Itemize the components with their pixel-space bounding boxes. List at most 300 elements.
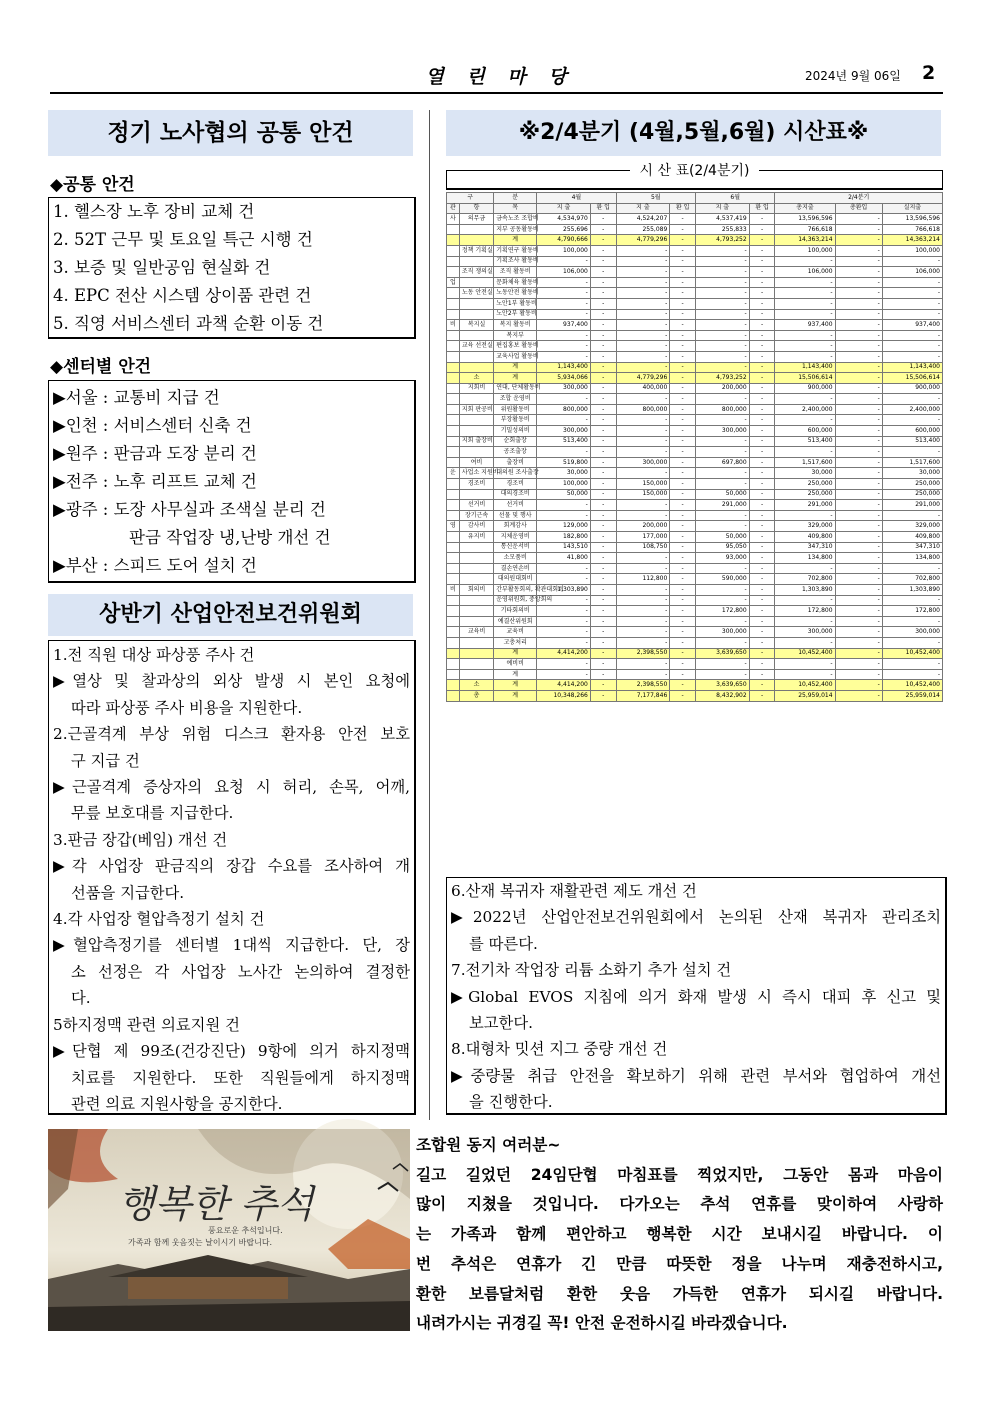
table-cell <box>459 447 493 458</box>
safety-line: 따라 파상풍 주사 비용을 지원한다. <box>71 698 303 717</box>
table-cell: - <box>775 669 835 680</box>
table-cell <box>447 267 460 278</box>
greeting-line: 조합원 동지 여러분~ <box>416 1136 561 1154</box>
table-cell: - <box>749 320 775 331</box>
table-cell: - <box>590 394 616 405</box>
table-cell: - <box>670 584 696 595</box>
table-cell: 대의원 조사출장 <box>494 468 537 479</box>
table-cell: - <box>882 256 942 267</box>
table-cell: - <box>670 447 696 458</box>
table-cell: - <box>670 680 696 691</box>
table-cell: - <box>590 457 616 468</box>
table-cell: - <box>590 320 616 331</box>
table-cell: - <box>670 351 696 362</box>
table-cell: - <box>775 256 835 267</box>
table-cell: - <box>590 479 616 490</box>
table-cell: 4,793,252 <box>696 373 750 384</box>
table-cell <box>447 510 460 521</box>
table-cell: 총환입 <box>835 203 882 214</box>
table-cell: - <box>775 330 835 341</box>
table-cell: 50,000 <box>537 489 591 500</box>
table-cell: 1,143,400 <box>537 362 591 373</box>
table-cell <box>447 500 460 511</box>
table-cell: - <box>749 627 775 638</box>
table-cell <box>447 627 460 638</box>
table-cell: 129,000 <box>537 521 591 532</box>
table-cell: - <box>835 404 882 415</box>
table-cell: 15,506,614 <box>775 373 835 384</box>
table-cell: 총 <box>459 690 493 701</box>
table-cell: - <box>749 383 775 394</box>
table-header-row <box>447 193 943 204</box>
table-cell: - <box>775 394 835 405</box>
table-cell: - <box>590 680 616 691</box>
table-cell: 계 <box>494 373 537 384</box>
table-cell: 실지출 <box>882 203 942 214</box>
table-cell: - <box>590 447 616 458</box>
table-cell: 3,639,650 <box>696 648 750 659</box>
center-agenda-item: ▶원주 : 판금과 도장 분리 건 <box>53 444 257 463</box>
table-cell <box>447 479 460 490</box>
table-cell: - <box>670 510 696 521</box>
table-cell: - <box>749 404 775 415</box>
greeting-line: 는 가족과 함께 편안하고 행복한 시간 보내시길 바랍니다. 이 <box>416 1225 943 1244</box>
table-cell: - <box>835 351 882 362</box>
table-cell: 513,400 <box>537 436 591 447</box>
table-cell: - <box>835 309 882 320</box>
table-cell: - <box>537 669 591 680</box>
table-cell: 소 <box>459 373 493 384</box>
table-cell: - <box>882 563 942 574</box>
table-cell: 143,510 <box>537 542 591 553</box>
table-cell: - <box>616 584 670 595</box>
table-cell: - <box>882 659 942 670</box>
table-cell: - <box>696 521 750 532</box>
center-agenda-item: ▶부산 : 스피드 도어 설치 건 <box>53 556 257 575</box>
table-cell: - <box>835 659 882 670</box>
safety-line: ▶근골격계 증상자의 요청 시 허리, 손목, 어깨, <box>53 778 410 797</box>
table-cell: - <box>696 330 750 341</box>
common-agenda-item: 3. 보증 및 일반공임 현실화 건 <box>53 258 271 277</box>
table-cell: - <box>670 542 696 553</box>
table-cell: - <box>590 426 616 437</box>
table-cell: 계 <box>494 235 537 246</box>
common-agenda-item: 5. 직영 서비스센터 과책 순환 이동 건 <box>53 314 324 333</box>
table-cell: - <box>835 690 882 701</box>
greeting-line: 환한 보름달처럼 환한 웃음 가득한 연휴가 되시길 바랍니다. <box>416 1284 943 1303</box>
table-row <box>447 669 943 680</box>
table-cell <box>447 415 460 426</box>
table-cell: - <box>749 394 775 405</box>
safety-right-box <box>446 877 947 1115</box>
table-cell <box>447 595 460 606</box>
table-cell: - <box>749 479 775 490</box>
table-cell: 106,000 <box>537 267 591 278</box>
table-cell <box>447 616 460 627</box>
table-cell: - <box>749 341 775 352</box>
table-cell: - <box>590 510 616 521</box>
table-cell: - <box>616 468 670 479</box>
table-cell: 공조출장 <box>494 447 537 458</box>
table-cell: 8,432,902 <box>696 690 750 701</box>
table-cell: 계 <box>494 690 537 701</box>
table-cell: - <box>749 373 775 384</box>
center-agenda-item: ▶인천 : 서비스센터 신축 건 <box>53 416 252 435</box>
table-cell: - <box>835 288 882 299</box>
table-cell: - <box>835 532 882 543</box>
table-cell: 300,000 <box>775 627 835 638</box>
table-cell <box>459 542 493 553</box>
table-cell: 300,000 <box>537 426 591 437</box>
chuseok-banner <box>48 1129 410 1331</box>
table-cell: 255,696 <box>537 224 591 235</box>
table-cell: 부장활동비 <box>494 415 537 426</box>
table-cell: 소모품비 <box>494 553 537 564</box>
table-cell: - <box>670 500 696 511</box>
table-cell: 300,000 <box>696 426 750 437</box>
safety-line: 7.전기차 작업장 리튬 소화기 추가 설치 건 <box>451 961 732 980</box>
table-row <box>447 659 943 670</box>
table-cell: - <box>749 457 775 468</box>
table-cell: - <box>696 637 750 648</box>
table-cell: - <box>616 362 670 373</box>
table-cell <box>447 426 460 437</box>
safety-line: 보고한다. <box>469 1014 533 1033</box>
table-row <box>447 690 943 701</box>
table-cell: - <box>537 637 591 648</box>
table-cell: 250,000 <box>882 489 942 500</box>
table-cell: 291,000 <box>775 500 835 511</box>
table-cell: - <box>835 330 882 341</box>
table-cell: 복지부 <box>494 330 537 341</box>
table-cell: 결손연손비 <box>494 563 537 574</box>
table-cell: 소 <box>459 680 493 691</box>
table-cell: - <box>835 224 882 235</box>
table-cell: - <box>670 659 696 670</box>
table-cell: - <box>670 690 696 701</box>
table-cell: 목 <box>494 203 537 214</box>
table-cell: 교육비 <box>459 627 493 638</box>
table-cell: 환 입 <box>670 203 696 214</box>
table-cell: 50,000 <box>696 489 750 500</box>
table-cell: 업 <box>447 277 460 288</box>
table-cell: - <box>835 457 882 468</box>
table-cell: 2,398,550 <box>616 680 670 691</box>
table-cell: - <box>537 616 591 627</box>
table-row <box>447 426 943 437</box>
table-cell: - <box>537 394 591 405</box>
table-cell: - <box>670 532 696 543</box>
table-cell: - <box>537 447 591 458</box>
table-cell <box>447 447 460 458</box>
table-cell: - <box>590 330 616 341</box>
table-cell: - <box>882 669 942 680</box>
table-cell: 노동 안전실 <box>459 288 493 299</box>
budget-title: ※2/4분기 (4월,5월,6월) 시산표※ <box>446 110 941 156</box>
table-cell <box>459 351 493 362</box>
table-cell <box>459 648 493 659</box>
table-cell: - <box>537 563 591 574</box>
table-cell: - <box>775 510 835 521</box>
table-cell: - <box>696 436 750 447</box>
table-cell <box>459 256 493 267</box>
table-cell: 계 <box>494 680 537 691</box>
table-row <box>447 616 943 627</box>
table-row <box>447 383 943 394</box>
table-cell: 10,452,400 <box>882 680 942 691</box>
table-cell: 항 <box>459 203 493 214</box>
table-cell: 교육 선전실 <box>459 341 493 352</box>
table-cell: - <box>835 479 882 490</box>
caption-rule <box>446 188 943 190</box>
table-cell: 노동안전 활동비 <box>494 288 537 299</box>
safety-line: 구 지급 건 <box>71 751 140 770</box>
table-cell: 250,000 <box>775 489 835 500</box>
table-cell: - <box>670 404 696 415</box>
table-cell: - <box>835 320 882 331</box>
safety-line: 4.각 사업장 혈압측정기 설치 건 <box>53 910 265 929</box>
table-cell: - <box>775 298 835 309</box>
table-cell: - <box>835 245 882 256</box>
table-cell: - <box>537 277 591 288</box>
table-cell: 정책 기획실 <box>459 245 493 256</box>
table-cell: - <box>670 362 696 373</box>
table-cell <box>447 690 460 701</box>
table-cell: 기밀성의비 <box>494 426 537 437</box>
table-cell: - <box>835 574 882 585</box>
table-cell: - <box>616 256 670 267</box>
safety-line: ▶단협 제 99조(건강진단) 9항에 의거 하지정맥 <box>53 1042 410 1061</box>
table-cell: 예결산위원회 <box>494 616 537 627</box>
table-cell: - <box>835 606 882 617</box>
column-divider <box>429 110 430 1120</box>
table-cell: 200,000 <box>696 383 750 394</box>
banner-subtitle-2: 가족과 함께 웃음짓는 날이시기 바랍니다. <box>128 1238 273 1247</box>
table-cell: - <box>835 277 882 288</box>
table-cell: - <box>749 606 775 617</box>
table-cell: - <box>696 669 750 680</box>
table-cell <box>447 669 460 680</box>
table-cell: 1,143,400 <box>775 362 835 373</box>
table-cell: - <box>749 553 775 564</box>
table-cell: 100,000 <box>775 245 835 256</box>
table-cell <box>447 574 460 585</box>
newsletter-title: 열 린 마 당 <box>425 66 575 88</box>
table-cell: 지 출 <box>696 203 750 214</box>
table-cell: 교육비 <box>494 627 537 638</box>
table-cell: 766,618 <box>775 224 835 235</box>
table-cell: 대의원대회비 <box>494 574 537 585</box>
table-cell <box>447 341 460 352</box>
table-cell: - <box>670 457 696 468</box>
table-cell: 600,000 <box>775 426 835 437</box>
table-cell: 대의경조비 <box>494 489 537 500</box>
table-row <box>447 648 943 659</box>
table-cell: 1,517,600 <box>775 457 835 468</box>
table-cell: - <box>835 563 882 574</box>
table-cell: 1,143,400 <box>882 362 942 373</box>
table-cell: 702,800 <box>775 574 835 585</box>
table-cell: - <box>696 584 750 595</box>
table-cell: - <box>749 500 775 511</box>
table-cell <box>447 298 460 309</box>
table-cell: 100,000 <box>537 479 591 490</box>
table-row <box>447 267 943 278</box>
table-cell: 고충처리 <box>494 637 537 648</box>
table-cell: 환 입 <box>590 203 616 214</box>
table-cell: - <box>670 595 696 606</box>
table-cell: - <box>696 277 750 288</box>
table-cell: - <box>749 584 775 595</box>
table-cell: - <box>590 500 616 511</box>
table-row <box>447 224 943 235</box>
table-cell: 108,750 <box>616 542 670 553</box>
table-cell: 766,618 <box>882 224 942 235</box>
table-cell: - <box>590 521 616 532</box>
table-cell: 300,000 <box>696 627 750 638</box>
table-cell: 여비 <box>459 457 493 468</box>
table-cell: - <box>696 288 750 299</box>
table-cell <box>447 659 460 670</box>
table-cell <box>459 489 493 500</box>
safety-line: 6.산재 복귀자 재활관련 제도 개선 건 <box>451 882 697 900</box>
table-cell: 590,000 <box>696 574 750 585</box>
table-cell: - <box>882 510 942 521</box>
table-cell: - <box>696 245 750 256</box>
table-cell: 50,000 <box>696 532 750 543</box>
table-cell: - <box>749 648 775 659</box>
table-cell: - <box>835 267 882 278</box>
table-cell: 계 <box>494 362 537 373</box>
table-cell: 2,400,000 <box>882 404 942 415</box>
table-cell: - <box>835 468 882 479</box>
table-cell: 영 <box>447 521 460 532</box>
table-cell: 지부 공동활동비 <box>494 224 537 235</box>
table-cell: 위원활동비 <box>494 404 537 415</box>
table-cell <box>447 309 460 320</box>
table-cell <box>447 648 460 659</box>
table-cell: 장기근속 <box>459 510 493 521</box>
safety-line: 소 선정은 각 사업장 노사간 논의하여 결정한 <box>71 962 410 981</box>
table-cell: 연대, 단체활동비 <box>494 383 537 394</box>
table-cell: 14,363,214 <box>882 235 942 246</box>
table-cell: - <box>616 267 670 278</box>
table-cell: 400,000 <box>616 383 670 394</box>
table-cell: 조직 활동비 <box>494 267 537 278</box>
table-cell: 100,000 <box>537 245 591 256</box>
table-cell: - <box>537 627 591 638</box>
table-cell: - <box>696 659 750 670</box>
table-cell: - <box>749 680 775 691</box>
table-cell: - <box>616 341 670 352</box>
trial-balance-table <box>446 192 943 702</box>
table-cell: - <box>590 637 616 648</box>
table-cell: 255,089 <box>616 224 670 235</box>
table-cell: 노안2부 활동비 <box>494 309 537 320</box>
table-cell: - <box>696 510 750 521</box>
table-cell: 300,000 <box>537 383 591 394</box>
table-cell: 5,934,066 <box>537 373 591 384</box>
table-cell: - <box>775 309 835 320</box>
table-cell: - <box>537 330 591 341</box>
table-cell: - <box>749 224 775 235</box>
safety-line: 관련 의료 지원사항을 공지한다. <box>71 1094 283 1113</box>
table-cell: - <box>670 553 696 564</box>
table-cell: - <box>696 595 750 606</box>
table-cell <box>459 616 493 627</box>
table-cell: - <box>696 298 750 309</box>
table-cell: 182,800 <box>537 532 591 543</box>
table-cell: - <box>835 510 882 521</box>
table-cell: - <box>670 330 696 341</box>
table-cell: 예비비 <box>494 659 537 670</box>
table-cell: 간부활동회의, 확관대회비 <box>494 584 537 595</box>
table-cell: - <box>670 245 696 256</box>
table-cell: - <box>537 256 591 267</box>
table-cell: 347,310 <box>882 542 942 553</box>
table-cell: - <box>616 309 670 320</box>
table-cell: 회의비 <box>459 584 493 595</box>
table-cell: - <box>616 436 670 447</box>
table-cell: 비 <box>447 584 460 595</box>
safety-line: ▶혈압측정기를 센터별 1대씩 지급한다. 단, 장 <box>53 936 410 955</box>
table-cell: - <box>590 627 616 638</box>
table-cell: - <box>835 553 882 564</box>
table-cell <box>447 235 460 246</box>
table-cell: - <box>749 436 775 447</box>
table-cell: - <box>882 351 942 362</box>
table-cell: 10,452,400 <box>775 680 835 691</box>
table-cell: - <box>749 362 775 373</box>
table-cell <box>447 489 460 500</box>
center-agenda-box <box>48 380 416 583</box>
table-cell: - <box>616 298 670 309</box>
table-cell: 4월 <box>537 193 616 204</box>
table-cell: - <box>670 341 696 352</box>
table-cell: - <box>537 595 591 606</box>
table-cell: - <box>835 214 882 225</box>
table-cell: 구 <box>447 193 494 204</box>
table-cell: - <box>537 574 591 585</box>
table-row <box>447 309 943 320</box>
table-cell: - <box>590 298 616 309</box>
table-cell: - <box>749 309 775 320</box>
table-cell <box>459 659 493 670</box>
table-cell: - <box>882 298 942 309</box>
agenda-title: 정기 노사협의 공통 안건 <box>48 110 413 156</box>
table-cell: - <box>670 267 696 278</box>
table-cell: - <box>749 489 775 500</box>
table-row <box>447 500 943 511</box>
table-cell: 2,400,000 <box>775 404 835 415</box>
table-cell <box>459 277 493 288</box>
table-cell <box>447 637 460 648</box>
table-cell: - <box>775 637 835 648</box>
table-cell: 900,000 <box>882 383 942 394</box>
greeting-line: 내려가시는 귀경길 꼭! 안전 운전하시길 바라겠습니다. <box>416 1314 788 1333</box>
table-cell <box>447 245 460 256</box>
table-cell: - <box>749 563 775 574</box>
table-cell <box>459 235 493 246</box>
table-cell: - <box>835 383 882 394</box>
table-cell: 조직 쟁의실 <box>459 267 493 278</box>
table-cell: 교육사업 활동비 <box>494 351 537 362</box>
table-cell: - <box>882 447 942 458</box>
table-row <box>447 330 943 341</box>
table-cell: - <box>882 415 942 426</box>
safety-line: 5하지정맥 관련 의료지원 건 <box>53 1015 240 1034</box>
table-cell: 회계감사 <box>494 521 537 532</box>
